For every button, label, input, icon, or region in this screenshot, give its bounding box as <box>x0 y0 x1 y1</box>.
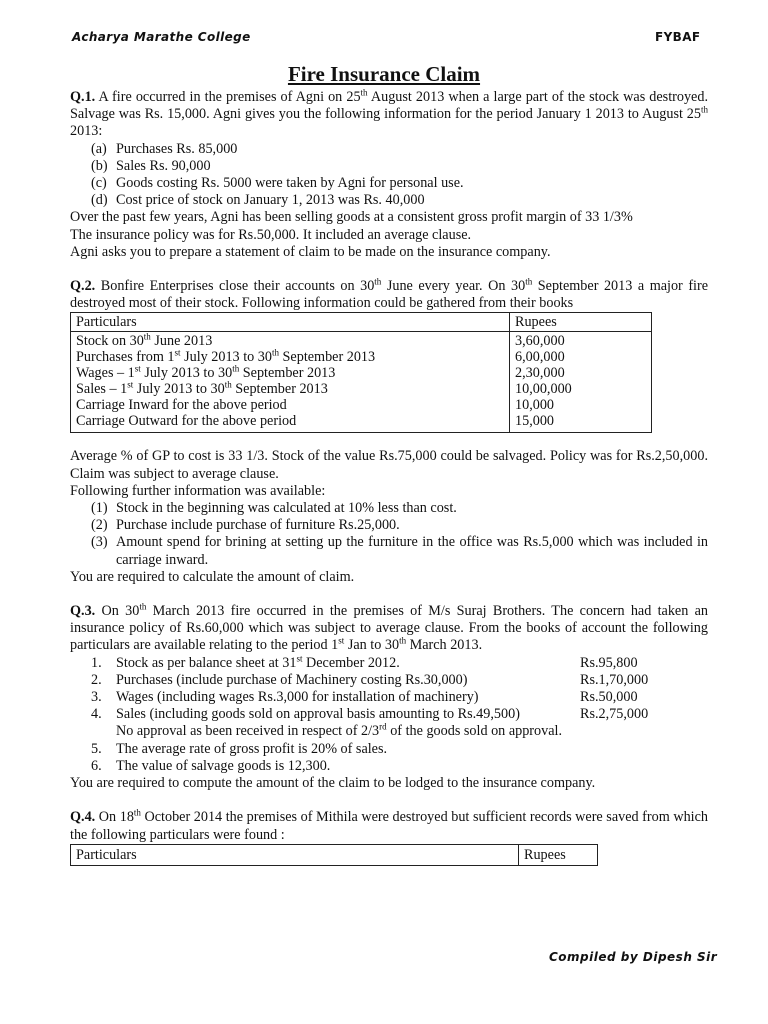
marker: (2) <box>91 517 108 534</box>
approval-note <box>70 723 708 740</box>
sup: th <box>525 276 533 287</box>
list-item <box>70 192 708 209</box>
q4-number: Q.4. <box>70 809 96 826</box>
q3-text: March 2013. <box>406 637 483 654</box>
q1-paragraph: The insurance policy was for Rs.50,000. It included an average clause. <box>70 226 472 243</box>
row-text: July 2013 to 30 <box>180 349 272 366</box>
marker: (c) <box>91 175 107 192</box>
item-text: Wages (including wages Rs.3,000 for installation of machinery) <box>116 689 479 706</box>
q1-paragraph: Agni asks you to prepare a statement of claim to be made on the insurance company. <box>70 243 551 260</box>
item-text <box>116 652 580 672</box>
sup: th <box>232 363 240 374</box>
rupees-cell <box>510 332 652 433</box>
footer-credit: Compiled by Dipesh Sir <box>549 950 718 964</box>
marker: 2. <box>91 671 102 688</box>
q2-paragraph: Following further information was available: <box>70 482 326 499</box>
item-text: Purchase include purchase of furniture Rs.25,000. <box>116 517 400 534</box>
q2-number: Q.2. <box>70 278 96 295</box>
table-header-rupees: Rupees <box>510 313 652 332</box>
item-text: Amount spend for brining at setting up the furniture in the office was Rs.5,000 which was included in carriage inward. <box>116 534 708 568</box>
list-item <box>70 758 708 775</box>
marker: 1. <box>91 654 102 671</box>
sup: th <box>139 601 147 612</box>
document-body <box>70 89 708 866</box>
list-item <box>70 706 708 723</box>
sup: th <box>360 87 368 98</box>
class-label: FYBAF <box>655 30 701 44</box>
table-header-particulars: Particulars <box>71 313 510 332</box>
sup: th <box>374 276 382 287</box>
value: 2,30,000 <box>515 365 565 382</box>
q3-text: March 2013 fire occurred in the premises of M/s Suraj Brothers. The concern had taken an insurance policy of Rs.60,000 which was subject to average clause. From the books of account the following particulars are available relating to the period 1 <box>70 603 709 654</box>
table-row: Carriage Outward for the above period <box>76 413 297 430</box>
list-item <box>70 652 708 672</box>
q1-text: August 2013 when a large part of the stock was destroyed. Salvage was Rs. 15,000. Agni gives you the following information for the period January 1 2013 to August 25 <box>70 89 708 123</box>
table-row <box>76 381 504 397</box>
q1-text: A fire occurred in the premises of Agni on 25 <box>95 89 361 105</box>
item-value: Rs.2,75,000 <box>580 706 649 723</box>
row-text: July 2013 to 30 <box>133 381 225 398</box>
list-item <box>70 741 708 758</box>
q4-intro <box>70 809 708 843</box>
list-item <box>70 141 708 158</box>
table-row: Carriage Inward for the above period <box>76 397 287 414</box>
sup: th <box>133 807 141 818</box>
row-text: September 2013 <box>278 349 376 366</box>
value: 3,60,000 <box>515 333 565 350</box>
sup: st <box>134 363 141 374</box>
page-title: Fire Insurance Claim <box>287 62 481 86</box>
value: 10,00,000 <box>515 381 572 398</box>
q1-paragraph: Over the past few years, Agni has been selling goods at a consistent gross profit margin of 33 1/3% <box>70 209 633 226</box>
q2-text: September 2013 a major fire destroyed most of their stock. Following information could be gathered from their books <box>70 278 709 312</box>
list-item <box>70 500 708 517</box>
college-name: Acharya Marathe College <box>72 30 251 44</box>
sup: th <box>143 331 151 342</box>
value: 10,000 <box>515 397 555 414</box>
marker: 3. <box>91 689 102 706</box>
row-text: Stock on 30 <box>76 333 144 350</box>
marker: 6. <box>91 757 102 774</box>
q1-text: 2013: <box>70 123 103 140</box>
item-text-part: December 2012. <box>302 654 400 671</box>
sup: th <box>399 635 407 646</box>
row-text: June 2013 <box>150 333 213 350</box>
marker: (3) <box>91 534 108 551</box>
q2-closing: You are required to calculate the amount of claim. <box>70 568 355 585</box>
q2-text: Bonfire Enterprises close their accounts on 30 <box>95 278 375 295</box>
sup: st <box>127 379 134 390</box>
item-text: The average rate of gross profit is 20% of sales. <box>116 740 388 757</box>
q1-intro <box>70 89 708 141</box>
q3-text: On 30 <box>95 603 140 620</box>
marker: 5. <box>91 740 102 757</box>
item-text: Stock in the beginning was calculated at 10% less than cost. <box>116 500 457 517</box>
list-item <box>70 672 708 689</box>
row-text: Wages – 1 <box>76 365 135 382</box>
item-text-part: Stock as per balance sheet at 31 <box>116 654 297 671</box>
row-text: Purchases from 1 <box>76 349 175 366</box>
row-text: September 2013 <box>231 381 328 398</box>
q2-table <box>70 312 652 433</box>
item-text: Sales (including goods sold on approval basis amounting to Rs.49,500) <box>116 706 520 723</box>
list-item <box>70 158 708 175</box>
list-item <box>70 534 708 568</box>
item-text: Cost price of stock on January 1, 2013 was Rs. 40,000 <box>116 192 425 209</box>
table-header-particulars: Particulars <box>71 844 519 865</box>
row-text: Sales – 1 <box>76 381 128 398</box>
table-header-rupees: Rupees <box>519 844 598 865</box>
sup: th <box>224 379 232 390</box>
value: 6,00,000 <box>515 349 565 366</box>
item-text: Goods costing Rs. 5000 were taken by Agni for personal use. <box>116 175 464 192</box>
q4-text: October 2014 the premises of Mithila were destroyed but sufficient records were saved from which the following particulars were found : <box>70 809 709 843</box>
marker: 4. <box>91 706 102 723</box>
table-row <box>76 333 504 349</box>
list-item <box>70 175 708 192</box>
item-text: Sales Rs. 90,000 <box>116 157 211 174</box>
sup: st <box>296 652 303 663</box>
marker: (b) <box>91 157 108 174</box>
item-value: Rs.95,800 <box>580 654 638 671</box>
note-text: No approval as been received in respect of 2/3 <box>116 723 380 740</box>
particulars-cell <box>71 332 510 433</box>
q3-number: Q.3. <box>70 603 96 620</box>
q2-intro <box>70 278 708 312</box>
row-text: September 2013 <box>239 365 336 382</box>
marker: (1) <box>91 500 108 517</box>
note-text: of the goods sold on approval. <box>386 723 563 740</box>
q1-number: Q.1. <box>70 89 96 105</box>
sup: st <box>338 635 345 646</box>
marker: (a) <box>91 140 107 157</box>
q2-paragraph: Average % of GP to cost is 33 1/3. Stock of the value Rs.75,000 could be salvaged. Policy was for Rs.2,50,000. Claim was subject to average clause. <box>70 448 708 482</box>
table-row <box>76 365 504 381</box>
sup: th <box>700 104 708 115</box>
q3-text: Jan to 30 <box>344 637 400 654</box>
item-value: Rs.1,70,000 <box>580 671 649 688</box>
q4-text: On 18 <box>95 809 134 826</box>
list-item <box>70 689 708 706</box>
item-text: The value of salvage goods is 12,300. <box>116 757 331 774</box>
sup: th <box>271 347 279 358</box>
item-value: Rs.50,000 <box>580 689 638 706</box>
item-text: Purchases (include purchase of Machinery costing Rs.30,000) <box>116 671 468 688</box>
q4-table <box>70 844 598 866</box>
value: 15,000 <box>515 413 555 430</box>
item-text: Purchases Rs. 85,000 <box>116 140 238 157</box>
sup: rd <box>379 721 387 732</box>
q3-intro <box>70 603 708 655</box>
sup: st <box>174 347 181 358</box>
q2-text: June every year. On 30 <box>381 278 526 295</box>
q3-closing: You are required to compute the amount of the claim to be lodged to the insurance company. <box>70 775 596 792</box>
list-item <box>70 517 708 534</box>
marker: (d) <box>91 192 108 209</box>
row-text: July 2013 to 30 <box>140 365 233 382</box>
